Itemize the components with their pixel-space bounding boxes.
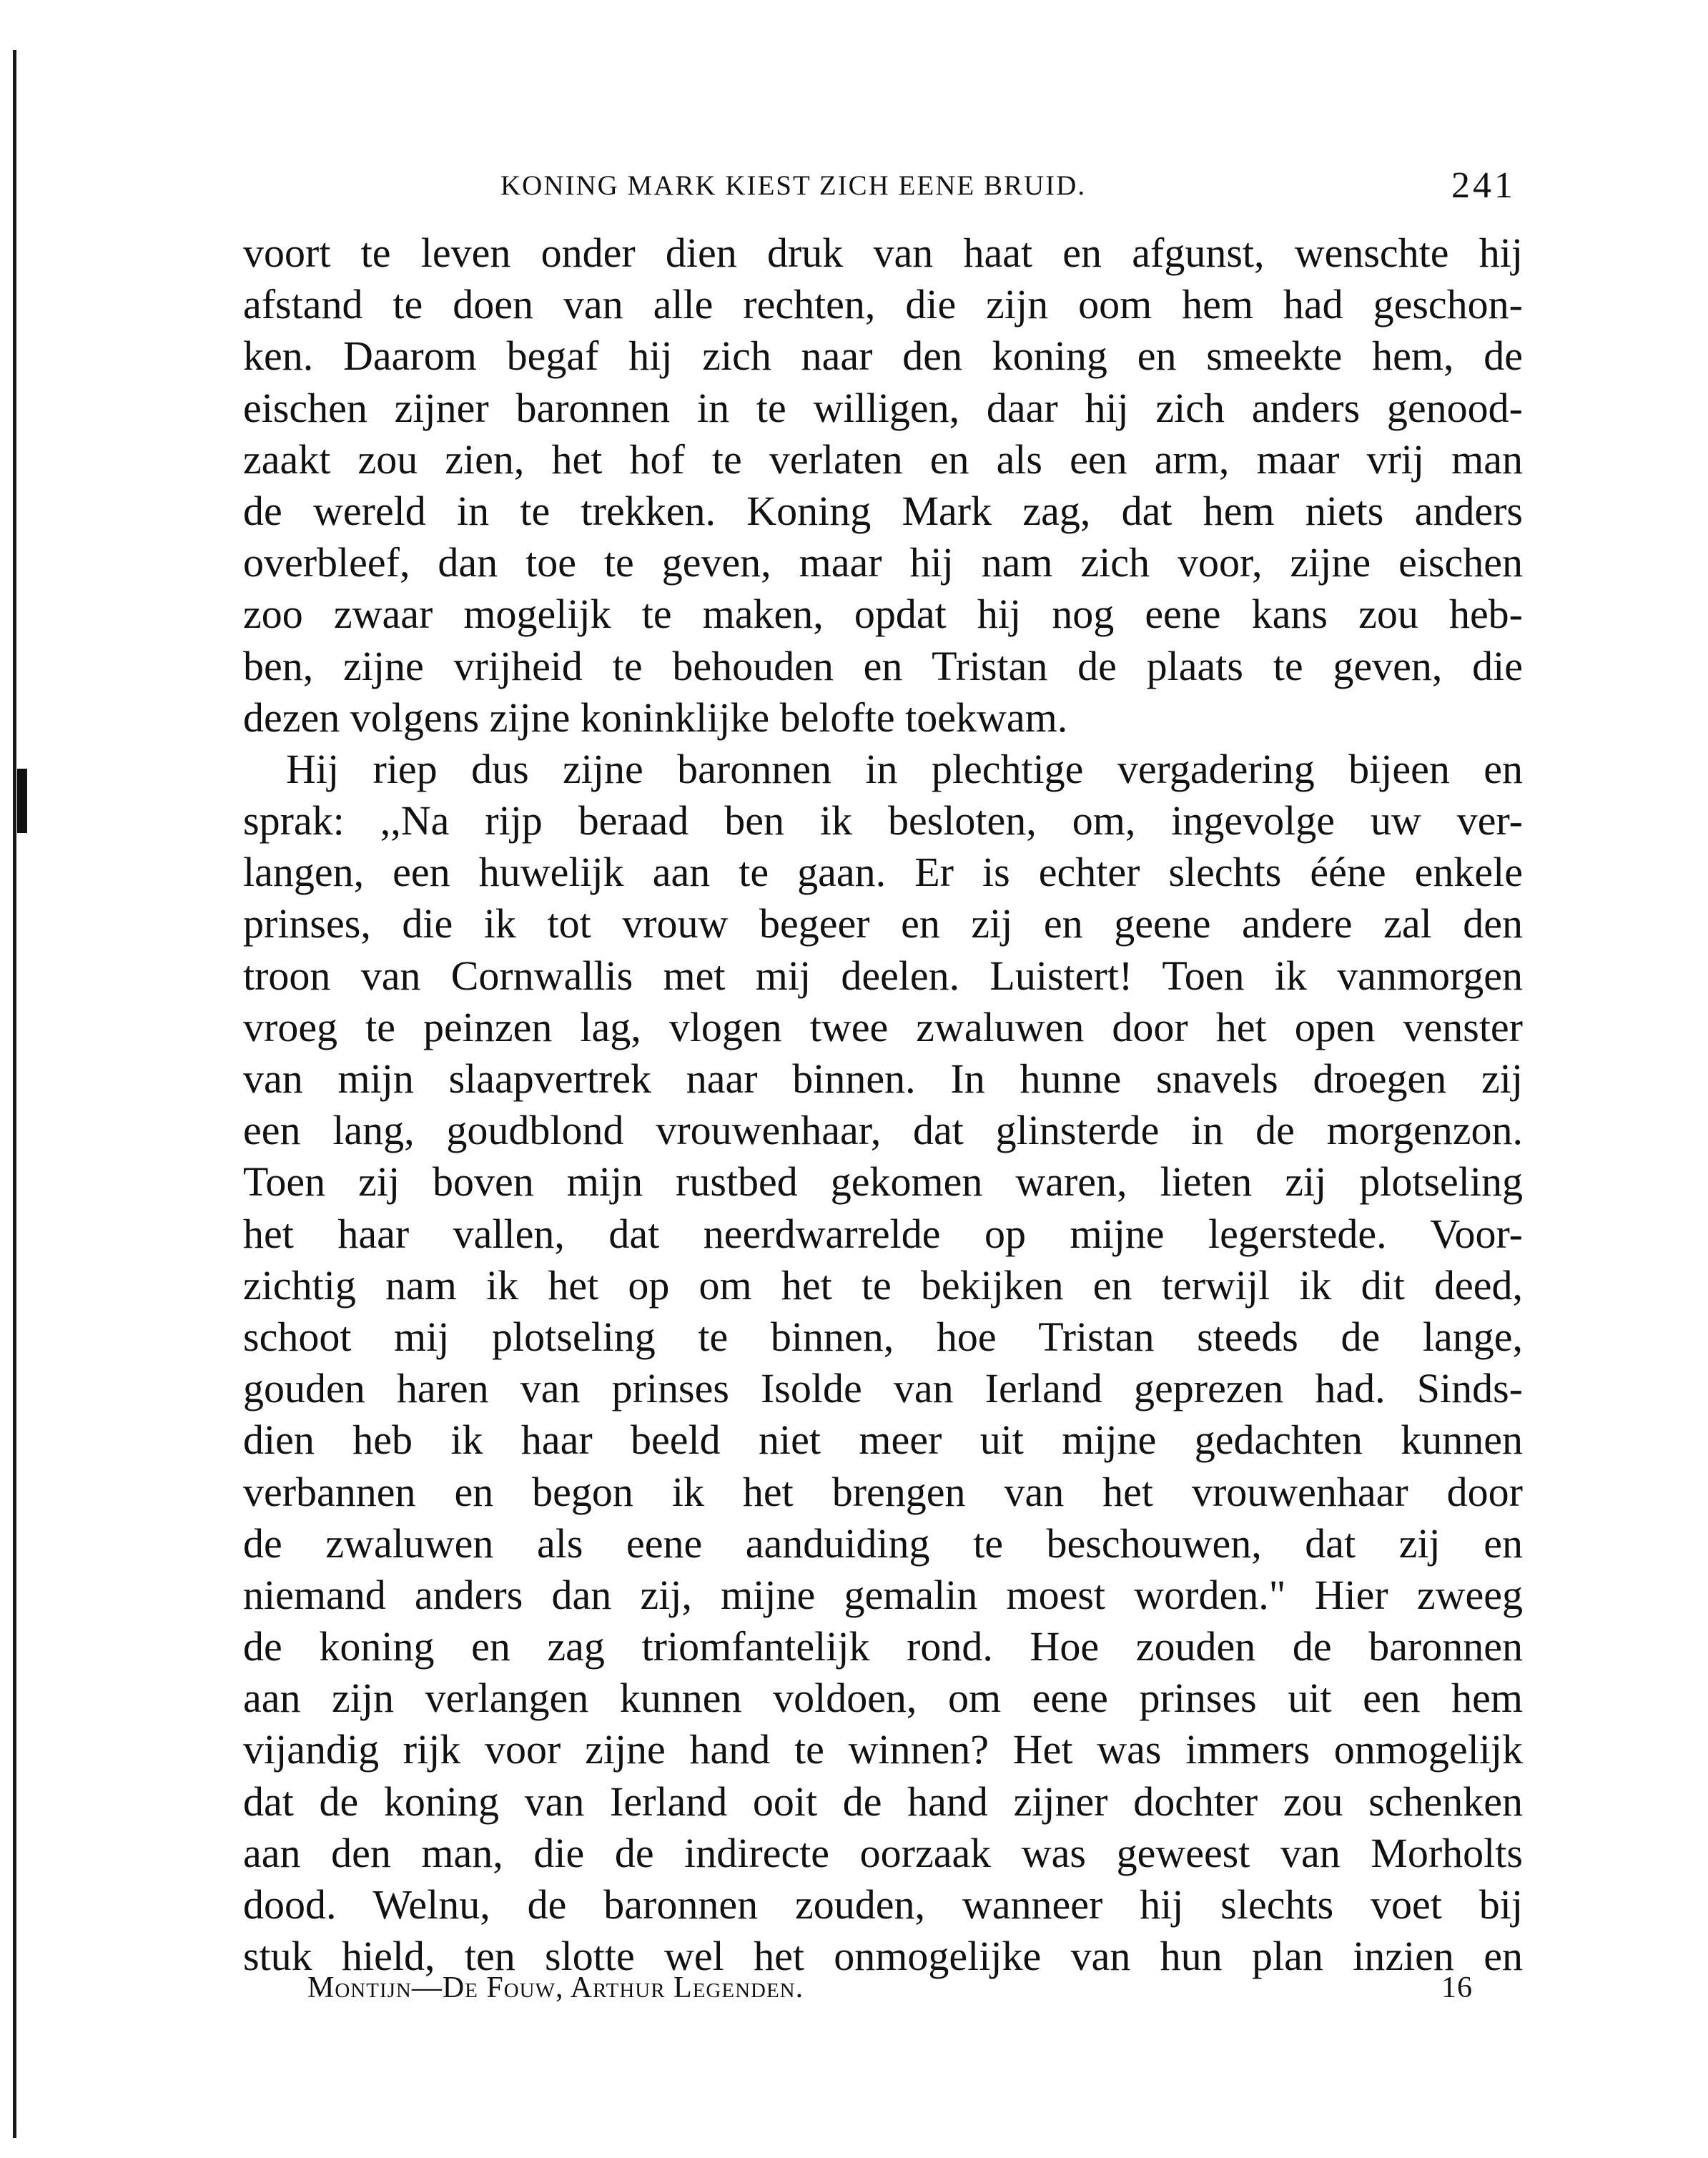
text-line: vroeg te peinzen lag, vlogen twee zwaluwen door het open venster (243, 1003, 1523, 1050)
text-line: voort te leven onder dien druk van haat en afgunst, wenschte hij (243, 230, 1523, 276)
text-line: het haar vallen, dat neerdwarrelde op mijne legerstede. Voor- (243, 1210, 1523, 1257)
text-line: zoo zwaar mogelijk te maken, opdat hij nog eene kans zou heb- (243, 591, 1523, 638)
signature-mark: Montijn—De Fouw, Arthur Legenden. (307, 1971, 804, 2004)
text-line: de koning en zag triomfantelijk rond. Hoe zouden de baronnen (243, 1623, 1523, 1670)
text-line: afstand te doen van alle rechten, die zijn oom hem had geschon- (243, 281, 1523, 328)
text-line: zaakt zou zien, het hof te verlaten en als een arm, maar vrij man (243, 435, 1523, 483)
text-line: stuk hield, ten slotte wel het onmogelijke van hun plan inzien en (243, 1933, 1523, 1980)
text-line: niemand anders dan zij, mijne gemalin moest worden." Hier zweeg (243, 1571, 1523, 1618)
page-footer (307, 1963, 1473, 2013)
text-line: de wereld in te trekken. Koning Mark zag, dat hem niets anders (243, 487, 1523, 534)
text-line: van mijn slaapvertrek naar binnen. In hunne snavels droegen zij (243, 1055, 1523, 1102)
text-line: aan den man, die de indirecte oorzaak was geweest van Morholts (243, 1829, 1523, 1876)
text-line: ken. Daarom begaf hij zich naar den koning en smeekte hem, de (243, 332, 1523, 380)
text-line: troon van Cornwallis met mij deelen. Luistert! Toen ik vanmorgen (243, 952, 1523, 999)
text-line: een lang, goudblond vrouwenhaar, dat glinsterde in de morgenzon. (243, 1107, 1523, 1154)
body-text (243, 227, 1523, 1982)
text-line: dat de koning van Ierland ooit de hand zijner dochter zou schenken (243, 1778, 1523, 1825)
text-line: dien heb ik haar beeld niet meer uit mijne gedachten kunnen (243, 1417, 1523, 1464)
text-line: de zwaluwen als eene aanduiding te beschouwen, dat zij en (243, 1519, 1523, 1567)
text-line: gouden haren van prinses Isolde van Ierland geprezen had. Sinds- (243, 1365, 1523, 1412)
text-line: vijandig rijk voor zijne hand te winnen? Het was immers onmogelijk (243, 1726, 1523, 1773)
text-line: Toen zij boven mijn rustbed gekomen waren, lieten zij plotseling (243, 1158, 1523, 1206)
page-binding-edge (13, 50, 16, 2138)
text-line: langen, een huwelijk aan te gaan. Er is echter slechts ééne enkele (243, 849, 1523, 896)
binding-mark (17, 769, 27, 833)
page-number: 241 (1451, 165, 1516, 206)
text-line: ben, zijne vrijheid te behouden en Tristan de plaats te geven, die (243, 642, 1523, 689)
text-line: schoot mij plotseling te binnen, hoe Tristan steeds de lange, (243, 1313, 1523, 1360)
sheet-number: 16 (1441, 1971, 1473, 2004)
running-head (500, 161, 1516, 211)
paragraph-start-line: Hij riep dus zijne baronnen in plechtige vergadering bijeen en (286, 745, 1523, 792)
text-line: aan zijn verlangen kunnen voldoen, om eene prinses uit een hem (243, 1675, 1523, 1722)
text-line: prinses, die ik tot vrouw begeer en zij en geene andere zal den (243, 900, 1523, 947)
chapter-title: KONING MARK KIEST ZICH EENE BRUID. (500, 170, 1087, 201)
text-line: overbleef, dan toe te geven, maar hij nam zich voor, zijne eischen (243, 539, 1523, 586)
text-line: zichtig nam ik het op om het te bekijken en terwijl ik dit deed, (243, 1261, 1523, 1309)
text-line: eischen zijner baronnen in te willigen, daar hij zich anders genood- (243, 384, 1523, 431)
paragraph-end-line: dezen volgens zijne koninklijke belofte toekwam. (243, 694, 1068, 741)
text-line: dood. Welnu, de baronnen zouden, wanneer hij slechts voet bij (243, 1881, 1523, 1928)
text-line: verbannen en begon ik het brengen van het vrouwenhaar door (243, 1468, 1523, 1515)
text-line: sprak: ,,Na rijp beraad ben ik besloten, om, ingevolge uw ver- (243, 797, 1523, 844)
